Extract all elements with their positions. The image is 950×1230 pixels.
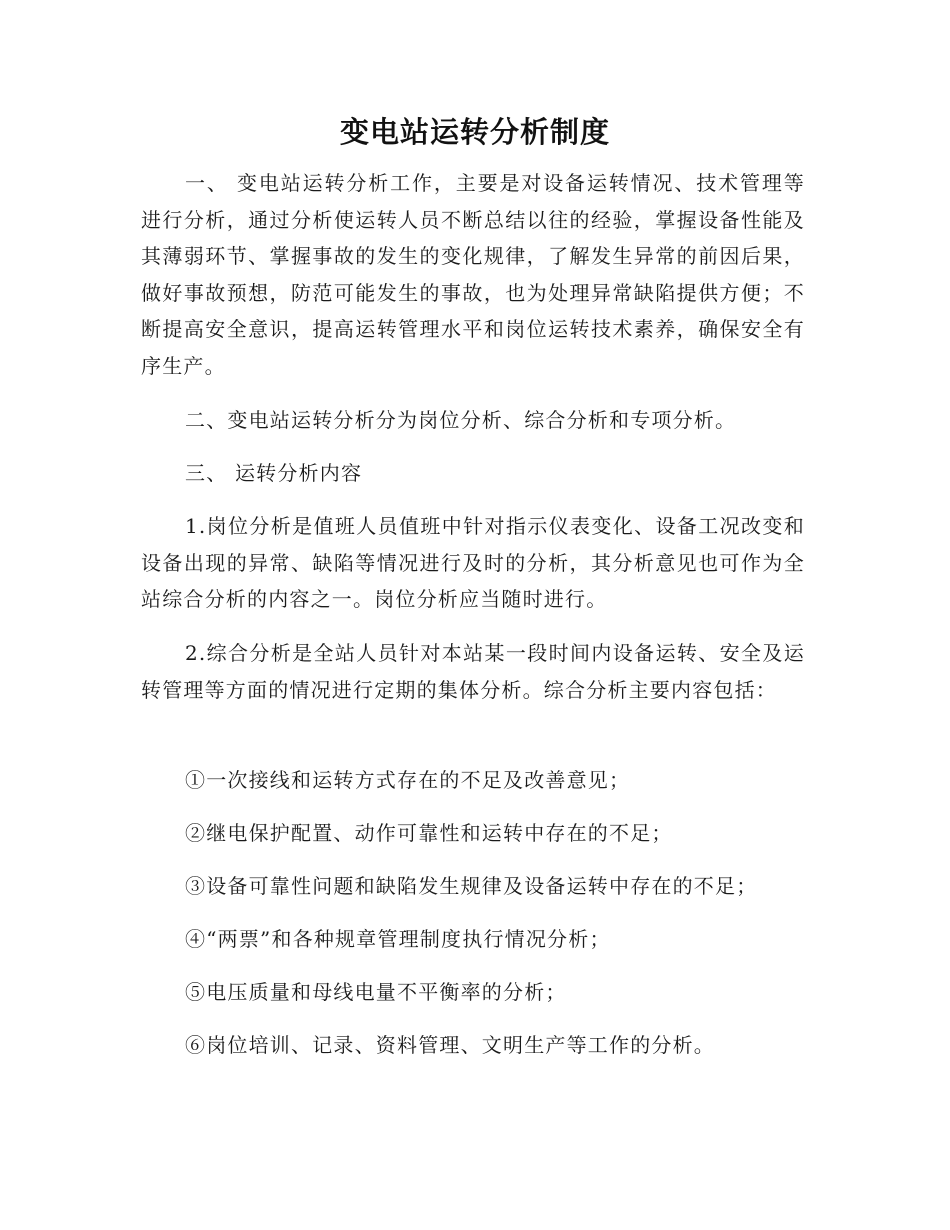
list-item: ④“两票”和各种规章管理制度执行情况分析； <box>185 927 611 951</box>
section-3-heading: 三、 运转分析内容 <box>185 461 363 485</box>
document-title: 变电站运转分析制度 <box>339 115 610 149</box>
point-2-paragraph: 2.综合分析是全站人员针对本站某一段时间内设备运转、安全及运转管理等方面的情况进行定期的集体分析。综合分析主要内容包括： <box>141 641 805 702</box>
list-item: ①一次接线和运转方式存在的不足及改善意见； <box>185 768 631 792</box>
section-1-paragraph: 一、 变电站运转分析工作，主要是对设备运转情况、技术管理等进行分析，通过分析使运转人员不断总结以往的经验，掌握设备性能及其薄弱环节、掌握事故的发生的变化规律，了解发生异常的前因后果，做好事故预想，防范可能发生的事故，也为处理异常缺陷提供方便；不断提高安全意识，提高运转管理水平和岗位运转技术素养，确保安全有序生产。 <box>141 171 805 378</box>
list-item: ②继电保护配置、动作可靠性和运转中存在的不足； <box>185 821 673 845</box>
list-item: ⑥岗位培训、记录、资料管理、文明生产等工作的分析。 <box>185 1033 715 1057</box>
list-item: ③设备可靠性问题和缺陷发生规律及设备运转中存在的不足； <box>185 874 758 898</box>
list-item: ⑤电压质量和母线电量不平衡率的分析； <box>185 980 567 1004</box>
point-1-paragraph: 1.岗位分析是值班人员值班中针对指示仪表变化、设备工况改变和设备出现的异常、缺陷等情况进行及时的分析，其分析意见也可作为全站综合分析的内容之一。岗位分析应当随时进行。 <box>141 514 805 611</box>
section-2-paragraph: 二、变电站运转分析分为岗位分析、综合分析和专项分析。 <box>185 408 737 432</box>
